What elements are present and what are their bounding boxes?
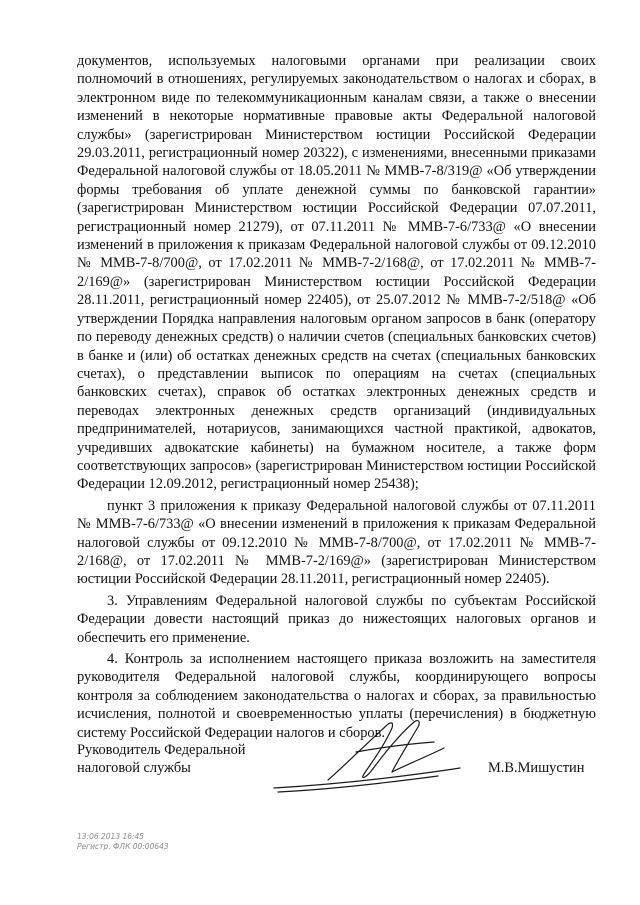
paragraph-continuation: документов, используемых налоговыми органами при реализации своих полномочий в отношениях, регулируемых законодательством о налогах и сборах, в электронном виде по телекоммуникационным каналам связи, а также о внесении изменений в некоторые нормативные правовые акты Федеральной налоговой службы» (зарегистрирован Министерством юстиции Российской Федерации 29.03.2011, регистрационный номер 20322), с изменениями, внесенными приказами Федеральной налоговой службы от 18.05.2011 № ММВ-7-8/319@ «Об утверждении формы требования об уплате денежной суммы по банковской гарантии» (зарегистрирован Министерством юстиции Российской Федерации 07.07.2011, регистрационный номер 21279), от 07.11.2011 № ММВ-7-6/733@ «О внесении изменений в приложения к приказам Федеральной налоговой службы от 09.12.2010 № ММВ-7-8/700@, от 17.02.2011 № ММВ-7-2/168@, от 17.02.2011 № ММВ-7-2/169@» (зарегистрирован Министерством юстиции Российской Федерации 28.11.2011, регистрационный номер 22405), от 25.07.2012 № ММВ-7-2/518@ «Об утверждении Порядка направления налоговым органом запросов в банк (оператору по переводу денежных средств) о наличии счетов (специальных банковских счетов) в банке и (или) об остатках денежных средств на счетах (специальных банковских счетах), о представлении выписок по операциям на счетах (специальных банковских счетах), справок об остатках электронных денежных средств и переводах электронных денежных средств организаций (индивидуальных предпринимателей, нотариусов, занимающихся частной практикой, адвокатов, учредивших адвокатские кабинеты) на бумажном носителе, а также форм соответствующих запросов» (зарегистрирован Министерством юстиции Российской Федерации 12.09.2012, регистрационный номер 25438); [77, 53, 596, 493]
stamp-line1: 13:06 2013 16:45 [77, 832, 145, 841]
paragraph-punkt-3: пункт 3 приложения к приказу Федеральной налоговой службы от 07.11.2011 № ММВ-7-6/733@ «О внесении изменений в приложения к приказам Федеральной налоговой службы от 09.12.2010 № ММВ-7-8/700@, от 17.02.2011 № ММВ-7-2/168@, от 17.02.2011 № ММВ-7-2/169@» (зарегистрирован Министерством юстиции Российской Федерации 28.11.2011, регистрационный номер 22405). [77, 497, 596, 588]
paragraph-item-4: 4. Контроль за исполнением настоящего приказа возложить на заместителя руководителя Федеральной налоговой службы, координирующего вопросы контроля за соблюдением законодательства о налогах и сборах, за правильностью исчисления, полнотой и своевременностью уплаты (перечисления) в бюджетную систему Российской Федерации налогов и сборов. [77, 651, 596, 741]
handwritten-signature [268, 712, 468, 802]
paragraph-item-3: 3. Управлениям Федеральной налоговой службы по субъектам Российской Федерации довести настоящий приказ до нижестоящих налоговых органов и обеспечить его применение. [77, 592, 596, 646]
signatory-position-line2: налоговой службы [77, 760, 191, 777]
signatory-position [77, 741, 246, 778]
registration-stamp [77, 832, 169, 852]
signatory-position-line1: Руководитель Федеральной [77, 742, 246, 758]
stamp-line2: Регистр. ФЛК 00:00643 [77, 842, 169, 851]
signatory-name: М.В.Мишустин [488, 760, 585, 776]
document-body [77, 52, 596, 742]
